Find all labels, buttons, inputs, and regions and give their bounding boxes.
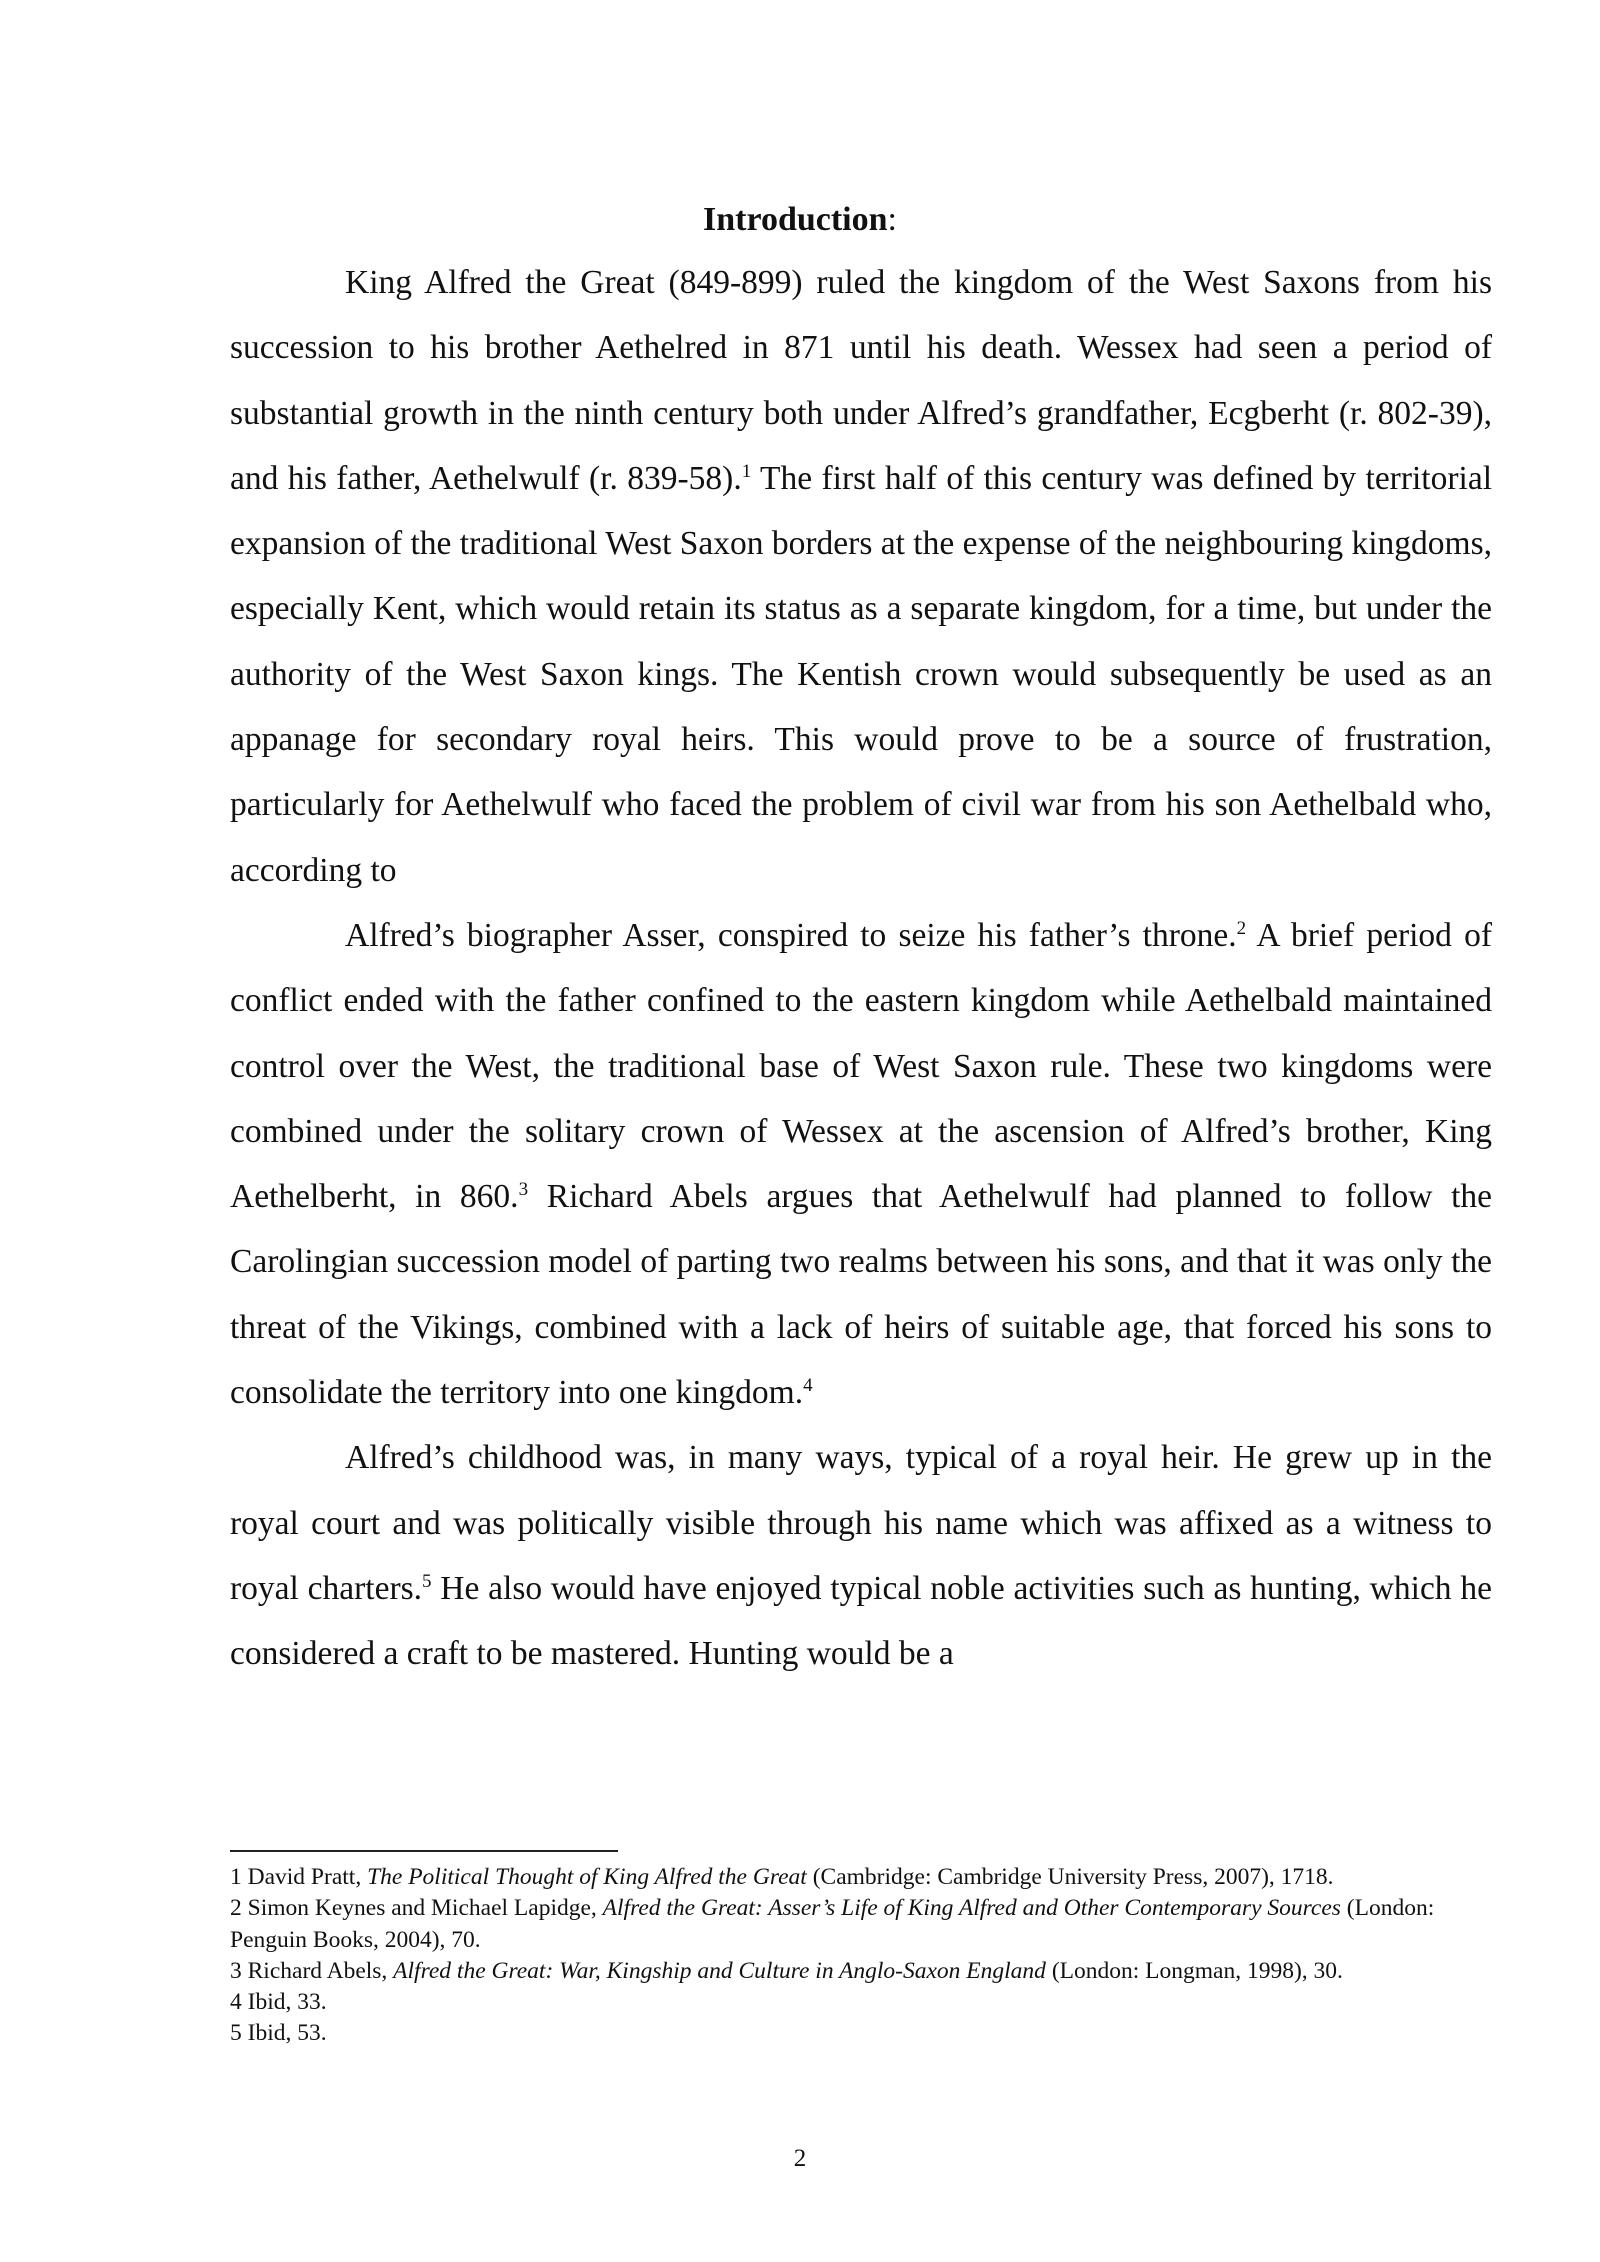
text-run: (London: Longman, 1998), 30.: [1045, 1957, 1343, 1984]
text-run: A brief period of conflict ended with the father confined to the eastern kingdom while Aethelbald maintained control over the West, the traditional base of West Saxon rule. These two kingdoms were combined under the solitary crown of Wessex at the ascension of Alfred’s brother, King Aethelberht, in 860.: [230, 916, 1492, 1216]
text-run: He also would have enjoyed typical noble activities such as hunting, which he considered a craft to be mastered. Hunting would be a: [230, 1569, 1492, 1673]
footnote: [230, 1987, 1492, 2018]
footnote: [230, 1893, 1492, 1956]
text-run: Alfred’s biographer Asser, conspired to seize his father’s throne.: [345, 916, 1237, 954]
footnote-marker: 5: [422, 1570, 432, 1592]
cited-title: Alfred the Great: Asser’s Life of King Alfred and Other Contemporary Sources: [602, 1895, 1341, 1922]
paragraph: [230, 903, 1492, 1425]
footnote-marker: 4: [803, 1374, 813, 1396]
footnote-marker: 3: [518, 1179, 529, 1200]
footnote: [230, 1956, 1492, 1987]
text-run: Alfred’s childhood was, in many ways, typical of a royal heir. He grew up in the royal court and was politically visible through his name which was affixed as a witness to royal charters.: [230, 1439, 1492, 1607]
section-heading: [0, 196, 1600, 244]
text-run: The first half of this century was defined by territorial expansion of the traditional West Saxon borders at the expense of the neighbouring kingdoms, especially Kent, which would retain its status as a separate kingdom, for a time, but under the authority of the West Saxon kings. The Kentish crown would subsequently be used as an appanage for secondary royal heirs. This would prove to be a source of frustration, particularly for Aethelwulf who faced the problem of civil war from his son Aethelbald who, according to: [230, 459, 1492, 889]
text-run: 3 Richard Abels,: [230, 1957, 394, 1984]
footnote-marker: 1: [741, 460, 752, 482]
text-run: 4 Ibid, 33.: [230, 1989, 327, 2016]
footnote-separator: [230, 1850, 618, 1852]
heading-title: Introduction: [703, 201, 888, 238]
heading-colon: :: [887, 201, 897, 238]
text-run: 2 Simon Keynes and Michael Lapidge,: [230, 1895, 603, 1922]
footnote: [230, 1862, 1492, 1893]
text-run: 1 David Pratt,: [230, 1864, 368, 1890]
text-run: King Alfred the Great (849-899) ruled the kingdom of the West Saxons from his succession to his brother Aethelred in 871 until his death. Wessex had seen a period of substantial growth in the ninth century both under Alfred’s grandfather, Ecgberht (r. 802-39), and his father, Aethelwulf (r. 839-58).: [230, 264, 1492, 497]
footnote-marker: 2: [1236, 917, 1247, 939]
cited-title: The Political Thought of King Alfred the Great: [367, 1864, 807, 1890]
paragraph: [230, 1425, 1492, 1686]
page-number: 2: [793, 2145, 807, 2172]
cited-title: Alfred the Great: War, Kingship and Culture in Anglo-Saxon England: [393, 1957, 1046, 1984]
text-run: (Cambridge: Cambridge University Press, 2007), 1718.: [806, 1864, 1334, 1890]
text-run: (London: Penguin Books, 2004), 70.: [230, 1895, 1435, 1953]
footnotes: [230, 1862, 1492, 2050]
footnote: [230, 2018, 1492, 2049]
text-run: Richard Abels argues that Aethelwulf had planned to follow the Carolingian succession model of parting two realms between his sons, and that it was only the threat of the Vikings, combined with a lack of heirs of suitable age, that forced his sons to consolidate the territory into one kingdom.: [230, 1178, 1493, 1412]
body-text: [230, 250, 1492, 1687]
text-run: 5 Ibid, 53.: [230, 2020, 327, 2047]
paragraph: [230, 250, 1492, 903]
